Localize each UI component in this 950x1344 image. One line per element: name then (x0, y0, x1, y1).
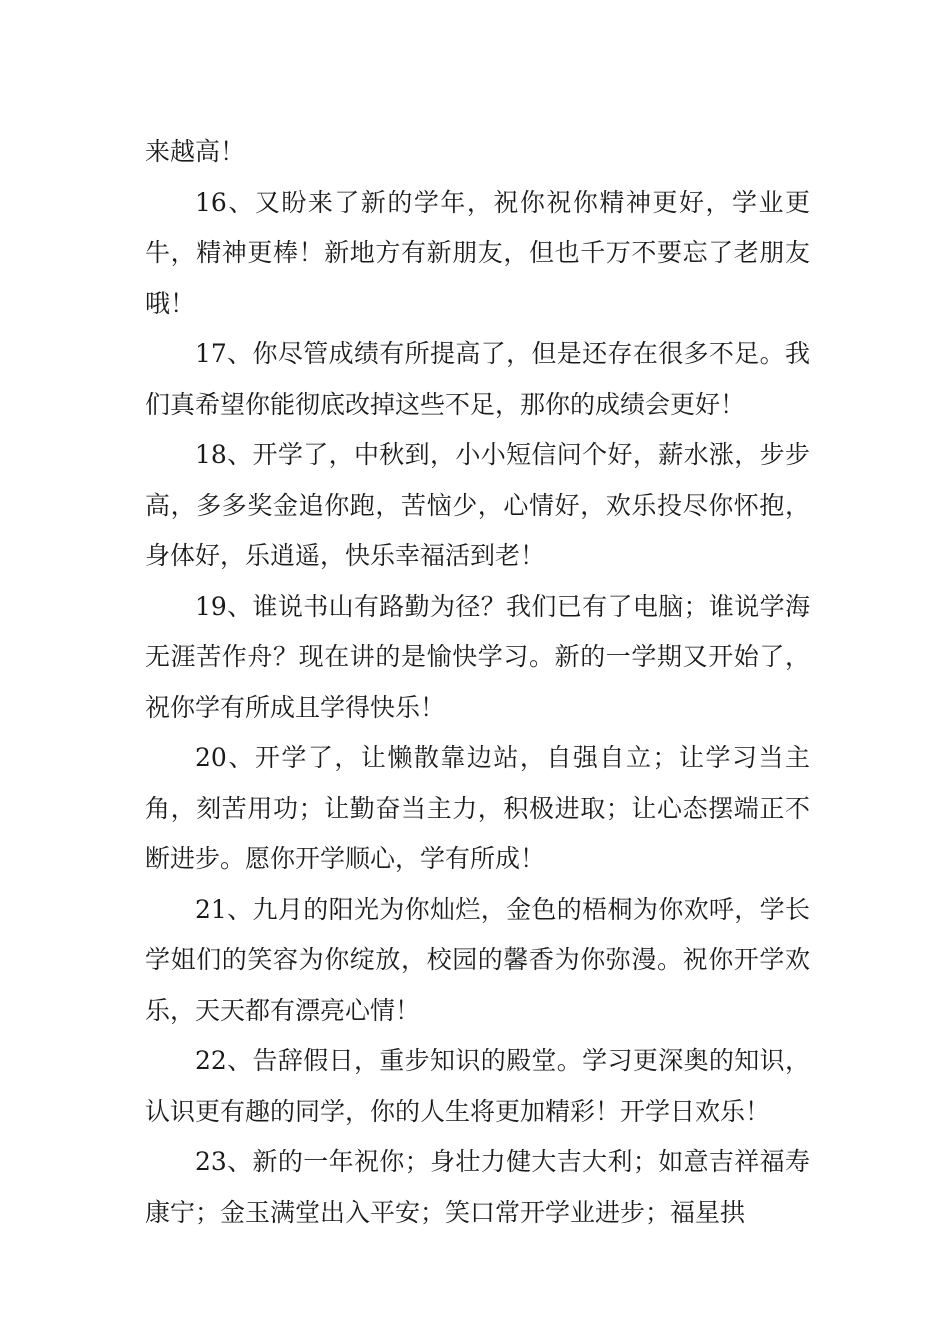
document-body (145, 127, 810, 1238)
paragraph-22: 22、告辞假日，重步知识的殿堂。学习更深奥的知识，认识更有趣的同学，你的人生将更加精彩！开学日欢乐！ (145, 1046, 810, 1126)
paragraph-16: 16、又盼来了新的学年，祝你祝你精神更好，学业更牛，精神更棒！新地方有新朋友，但也千万不要忘了老朋友哦！ (145, 187, 810, 318)
paragraph-21: 21、九月的阳光为你灿烂，金色的梧桐为你欢呼，学长学姐们的笑容为你绽放，校园的馨香为你弥漫。祝你开学欢乐，天天都有漂亮心情！ (145, 894, 810, 1025)
paragraph-23: 23、新的一年祝你；身壮力健大吉大利；如意吉祥福寿康宁；金玉满堂出入平安；笑口常开学业进步；福星拱 (145, 1147, 810, 1227)
paragraph-19: 19、谁说书山有路勤为径？我们已有了电脑；谁说学海无涯苦作舟？现在讲的是愉快学习。新的一学期又开始了，祝你学有所成且学得快乐！ (145, 591, 810, 722)
paragraph-continuation: 来越高！ (145, 137, 246, 166)
paragraph-17: 17、你尽管成绩有所提高了，但是还存在很多不足。我们真希望你能彻底改掉这些不足，那你的成绩会更好！ (145, 339, 810, 419)
paragraph-20: 20、开学了，让懒散靠边站，自强自立；让学习当主角，刻苦用功；让勤奋当主力，积极进取；让心态摆端正不断进步。愿你开学顺心，学有所成！ (145, 743, 810, 873)
paragraph-18: 18、开学了，中秋到，小小短信问个好，薪水涨，步步高，多多奖金追你跑，苦恼少，心情好，欢乐投尽你怀抱，身体好，乐逍遥，快乐幸福活到老！ (145, 440, 810, 570)
